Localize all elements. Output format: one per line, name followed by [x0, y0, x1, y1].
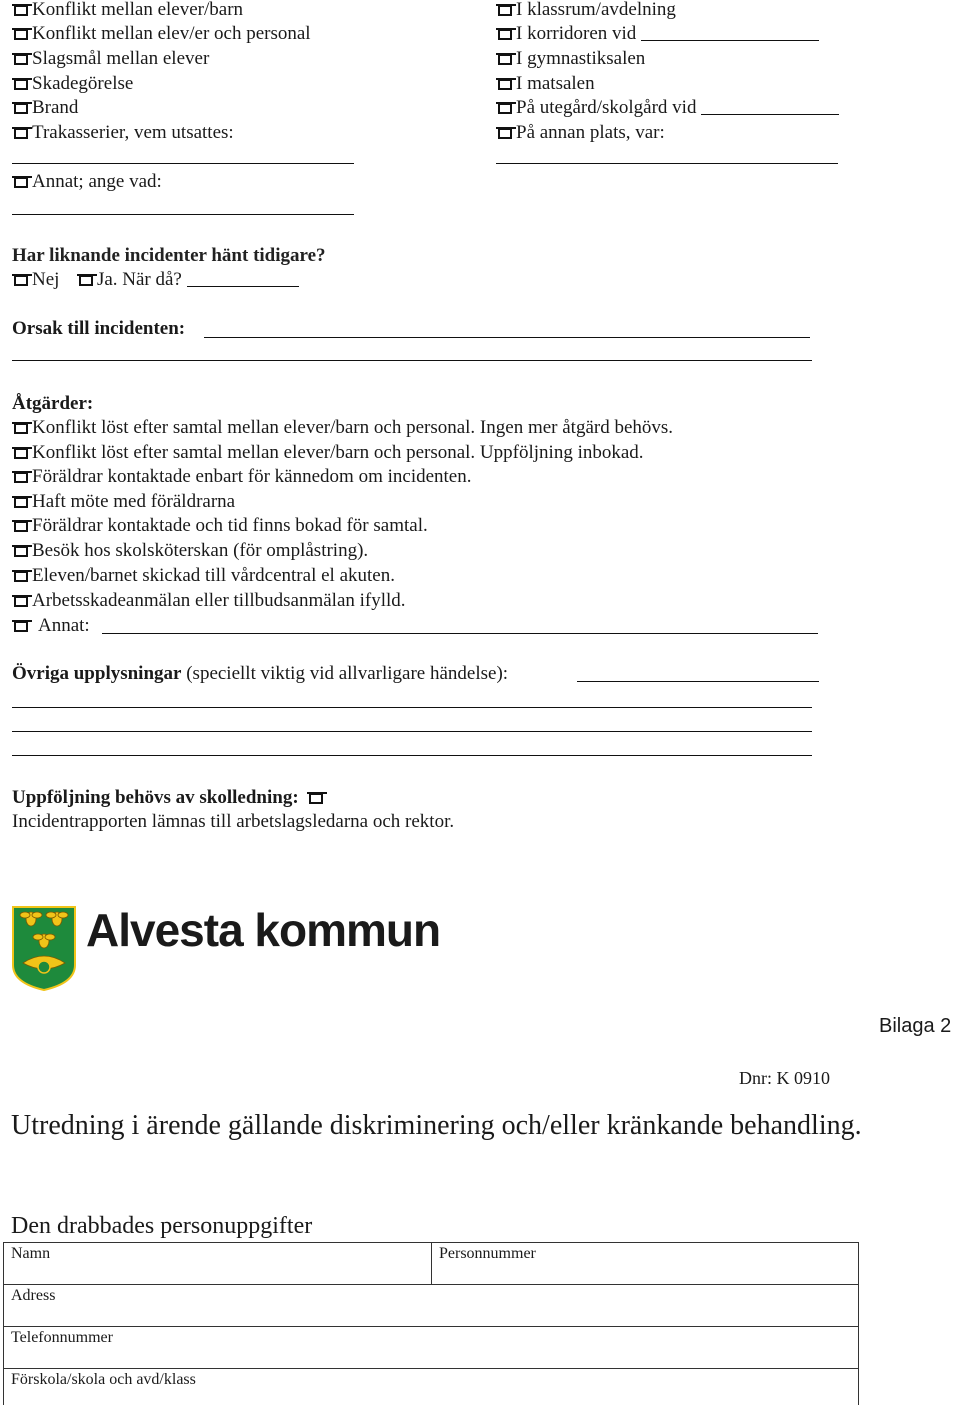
- cause-input-line[interactable]: [12, 360, 812, 361]
- checkbox-icon[interactable]: [14, 5, 28, 16]
- location-option[interactable]: I korridoren vid: [498, 22, 819, 46]
- phone-field[interactable]: Telefonnummer: [4, 1327, 859, 1369]
- checkbox-icon[interactable]: [14, 29, 28, 40]
- checkbox-icon[interactable]: [14, 103, 28, 114]
- name-field[interactable]: Namn: [4, 1243, 432, 1285]
- bee-coat-of-arms-icon: [11, 905, 77, 991]
- other-info-line[interactable]: [12, 755, 812, 756]
- checkbox-icon[interactable]: [14, 621, 28, 632]
- checkbox-icon[interactable]: [14, 128, 28, 139]
- action-option[interactable]: Haft möte med föräldrarna: [14, 490, 235, 514]
- checkbox-icon[interactable]: [14, 177, 28, 188]
- action-other-input[interactable]: [102, 633, 818, 634]
- ssn-field[interactable]: Personnummer: [432, 1243, 859, 1285]
- checkbox-icon[interactable]: [14, 79, 28, 90]
- other-type-input[interactable]: [12, 214, 354, 215]
- other-info-line[interactable]: [12, 731, 812, 732]
- checkbox-icon[interactable]: [498, 79, 512, 90]
- cause-input[interactable]: [204, 337, 810, 338]
- action-option[interactable]: Besök hos skolsköterskan (för omplåstring).: [14, 539, 368, 563]
- other-info-line[interactable]: [12, 707, 812, 708]
- followup-note: Incidentrapporten lämnas till arbetslagsledarna och rektor.: [12, 811, 455, 832]
- other-info-input[interactable]: [577, 681, 819, 682]
- schoolyard-input[interactable]: [701, 96, 839, 115]
- other-location-input[interactable]: [496, 163, 838, 164]
- checkbox-icon[interactable]: [498, 128, 512, 139]
- cause-label: Orsak till incidenten:: [12, 318, 186, 339]
- checkbox-icon[interactable]: [14, 54, 28, 65]
- location-type-option[interactable]: Skadegörelse: [14, 72, 133, 96]
- checkbox-icon[interactable]: [14, 275, 28, 286]
- personal-details-heading: Den drabbades personuppgifter: [11, 1213, 313, 1239]
- checkbox-icon[interactable]: [309, 793, 323, 804]
- previous-when-input[interactable]: [187, 268, 299, 287]
- school-field[interactable]: Förskola/skola och avd/klass: [4, 1369, 859, 1405]
- checkbox-icon[interactable]: [14, 546, 28, 557]
- attachment-label: Bilaga 2: [879, 1015, 952, 1037]
- address-field[interactable]: Adress: [4, 1285, 859, 1327]
- action-option[interactable]: Föräldrar kontaktade enbart för kännedom om incidenten.: [14, 465, 472, 489]
- location-option[interactable]: I matsalen: [498, 72, 595, 96]
- previous-incidents-question: Har liknande incidenter hänt tidigare?: [12, 245, 326, 266]
- action-option[interactable]: Föräldrar kontaktade och tid finns bokad för samtal.: [14, 514, 428, 538]
- case-number: Dnr: K 0910: [739, 1068, 830, 1088]
- other-info-label: Övriga upplysningar (speciellt viktig vid allvarligare händelse):: [12, 663, 509, 684]
- other-type-option[interactable]: Annat; ange vad:: [14, 170, 162, 194]
- document-title: Utredning i ärende gällande diskriminering och/eller kränkande behandling.: [11, 1110, 862, 1141]
- action-option[interactable]: Arbetsskadeanmälan eller tillbudsanmälan ifylld.: [14, 589, 406, 613]
- checkbox-icon[interactable]: [14, 448, 28, 459]
- location-type-option[interactable]: Trakasserier, vem utsattes:: [14, 121, 234, 145]
- action-other-option[interactable]: Annat:: [14, 614, 90, 638]
- checkbox-icon[interactable]: [79, 275, 93, 286]
- checkbox-icon[interactable]: [498, 5, 512, 16]
- action-option[interactable]: Konflikt löst efter samtal mellan elever/barn och personal. Uppföljning inbokad.: [14, 441, 644, 465]
- checkbox-icon[interactable]: [14, 596, 28, 607]
- checkbox-icon[interactable]: [498, 103, 512, 114]
- location-option[interactable]: På annan plats, var:: [498, 121, 665, 145]
- checkbox-icon[interactable]: [14, 472, 28, 483]
- location-type-option[interactable]: Slagsmål mellan elever: [14, 47, 209, 71]
- location-option[interactable]: I klassrum/avdelning: [498, 0, 676, 22]
- location-type-option[interactable]: Brand: [14, 96, 78, 120]
- checkbox-icon[interactable]: [14, 497, 28, 508]
- location-option[interactable]: På utegård/skolgård vid: [498, 96, 839, 120]
- checkbox-icon[interactable]: [14, 571, 28, 582]
- harassed-person-input[interactable]: [12, 163, 354, 164]
- checkbox-icon[interactable]: [14, 423, 28, 434]
- checkbox-icon[interactable]: [498, 29, 512, 40]
- previous-incidents-answers: Nej Ja. När då?: [14, 268, 299, 292]
- action-option[interactable]: Konflikt löst efter samtal mellan elever/barn och personal. Ingen mer åtgärd behövs.: [14, 416, 673, 440]
- followup-label: Uppföljning behövs av skolledning:: [12, 786, 327, 810]
- location-type-option[interactable]: Konflikt mellan elev/er och personal: [14, 22, 311, 46]
- actions-heading: Åtgärder:: [12, 393, 94, 414]
- action-option[interactable]: Eleven/barnet skickad till vårdcentral el akuten.: [14, 564, 395, 588]
- logo-wordmark: Alvesta kommun: [86, 904, 441, 956]
- location-option[interactable]: I gymnastiksalen: [498, 47, 645, 71]
- personal-details-table: [3, 1242, 859, 1405]
- checkbox-icon[interactable]: [14, 521, 28, 532]
- location-type-option[interactable]: Konflikt mellan elever/barn: [14, 0, 243, 22]
- checkbox-icon[interactable]: [498, 54, 512, 65]
- corridor-input[interactable]: [641, 22, 819, 41]
